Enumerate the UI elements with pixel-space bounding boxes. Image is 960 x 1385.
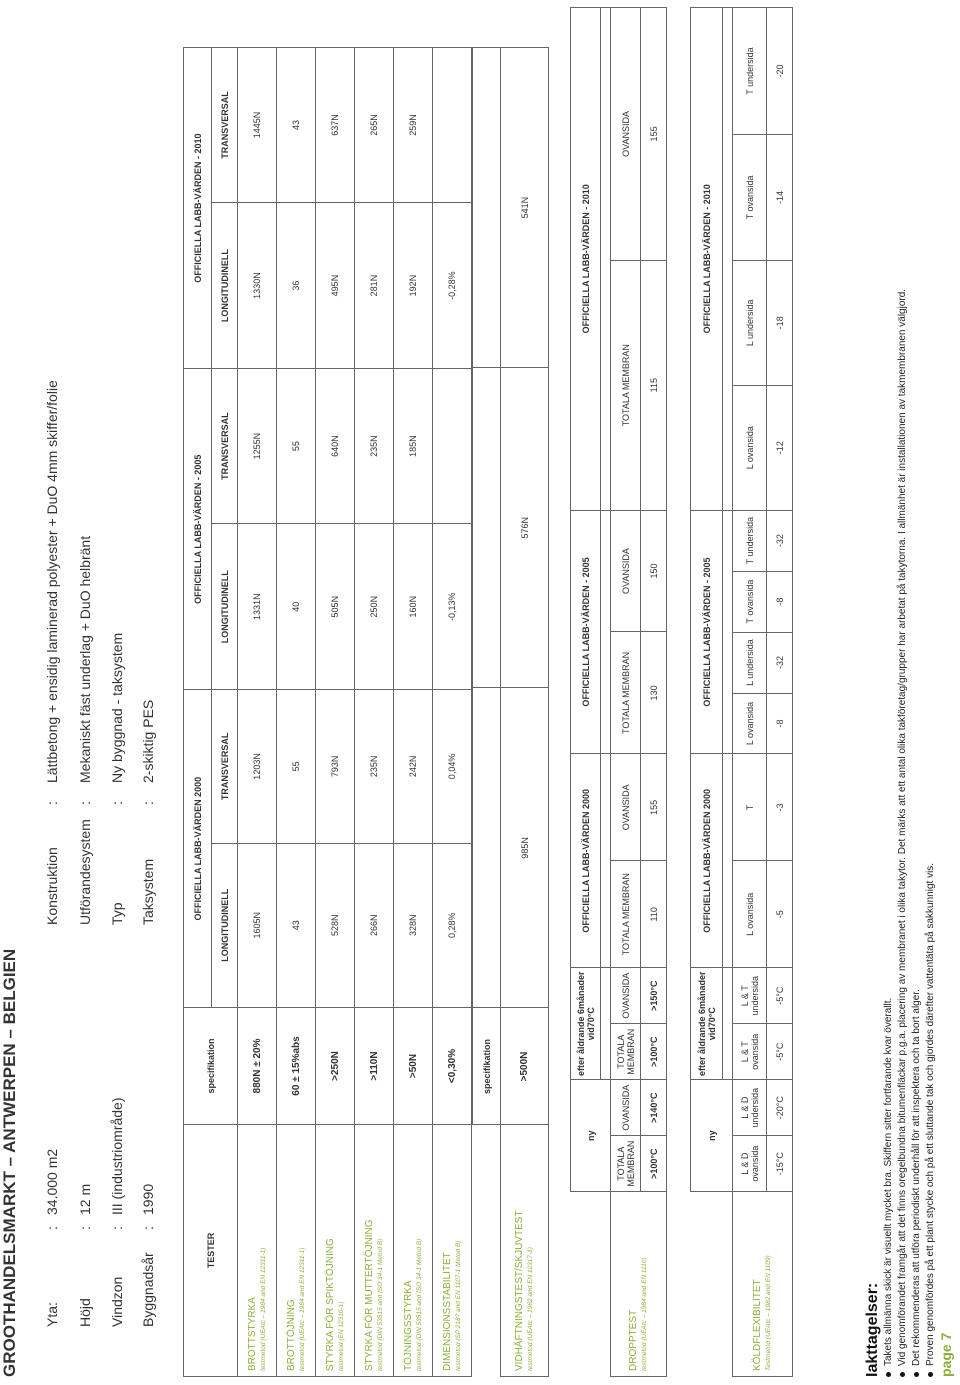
- value-cell: 43: [277, 843, 316, 1007]
- cold-table: [690, 7, 793, 1377]
- value-cell: -3: [767, 754, 793, 861]
- value-cell: 155: [641, 8, 667, 261]
- value-cell: >150°C: [641, 968, 667, 1024]
- info-label: Yta:: [44, 1302, 60, 1327]
- sub-header: L ovansida: [733, 861, 767, 968]
- table-row: [433, 48, 472, 1377]
- info-sep: :: [109, 801, 125, 805]
- test-name: STYRKA FÖR MUTTERTÖJNING: [363, 1219, 375, 1371]
- bullet-icon: [900, 1372, 905, 1377]
- spec-value: >500N: [501, 1008, 549, 1125]
- test-name: VIDHÄFTNINGSTEST/SKJUVTEST: [514, 1210, 525, 1371]
- test-name-cell: [355, 1125, 394, 1377]
- sub-header: L undersida: [733, 632, 767, 693]
- page-number: page 7: [938, 1332, 954, 1377]
- note-text: Vid genomförandet framgår att det finns oregelbundna bitumenfläckar p.g.a. placering av membranet i olika takytor. Det märks att ett antal olika takföretag/grupper har arbetat på takytorna. I allmänhet är installationen av takmembranen välgjord.: [897, 288, 908, 1366]
- value-cell: [433, 48, 472, 203]
- value-cell: 150: [641, 510, 667, 632]
- info-value: 2-skiktig PES: [140, 699, 156, 783]
- value-cell: -0,13%: [433, 524, 472, 690]
- table-row: [767, 8, 793, 1377]
- value-cell: -5°C: [767, 968, 793, 1024]
- info-value: Lättbetong + ensidig laminerad polyester + DuO 4mm skiffer/folie: [44, 380, 60, 783]
- sub-header: TRANSVERSAL: [212, 48, 238, 203]
- value-cell: 185N: [394, 369, 433, 524]
- sub-header: L & D ovansida: [733, 1136, 767, 1192]
- test-method: testmetod (DIN 53515 and ISO 34-1 Metod B): [415, 1238, 423, 1371]
- value-cell: -12: [767, 385, 793, 510]
- value-cell: 192N: [394, 202, 433, 368]
- test-method: testmetod (DIN 53515 and ISO 34-1 Metod B): [376, 1238, 384, 1371]
- value-cell: 235N: [355, 369, 394, 524]
- note-item: [883, 998, 894, 1377]
- sub-header: TOTALA MEMBRAN: [611, 632, 641, 754]
- sub-header: T: [733, 754, 767, 861]
- sub-header: TOTALA MEMBRAN: [611, 1136, 641, 1192]
- blank-cell: [473, 368, 501, 688]
- sub-header: LONGITUDINELL: [212, 202, 238, 368]
- group-header: OFFICIELLA LABB-VÄRDEN 2000: [184, 690, 212, 1008]
- value-cell: 1255N: [238, 369, 277, 524]
- value-cell: 576N: [501, 368, 549, 688]
- table-row: [501, 48, 549, 1377]
- table-row: [238, 48, 277, 1377]
- spec-value: >50N: [394, 1008, 433, 1125]
- sub-header: T undersida: [733, 8, 767, 135]
- sub-header: L undersida: [733, 260, 767, 385]
- value-cell: 793N: [316, 690, 355, 843]
- sub-header: OVANSIDA: [611, 754, 641, 861]
- value-cell: -20°C: [767, 1080, 793, 1136]
- page-title: GROOTHANDELSMARKT – ANTWERPEN – BELGIEN: [0, 948, 19, 1377]
- value-cell: 1605N: [238, 843, 277, 1007]
- sub-header: OVANSIDA: [611, 510, 641, 632]
- col-spec: specifikation: [184, 1008, 238, 1125]
- info-label: Byggnadsår: [140, 1252, 156, 1327]
- info-value: Mekaniskt fäst underlag + DuO helbränt: [77, 535, 93, 783]
- test-method: testmetod (EN 12310-1): [337, 1301, 345, 1371]
- value-cell: -5: [767, 861, 793, 968]
- value-cell: 1203N: [238, 690, 277, 843]
- test-method: testmetod (UEAtc – 1984 and EN 12311-1): [259, 1247, 267, 1371]
- value-cell: -0,28%: [433, 202, 472, 368]
- group-header: OFFICIELLA LABB-VÄRDEN - 2005: [691, 510, 723, 754]
- value-cell: 985N: [501, 688, 549, 1008]
- spec-value: 880N ± 20%: [238, 1008, 277, 1125]
- blank-cell: [601, 754, 611, 968]
- test-name: BROTTÖJNING: [285, 1299, 297, 1371]
- value-cell: 130: [641, 632, 667, 754]
- blank-cell: [601, 968, 611, 1080]
- test-name-cell: [394, 1125, 433, 1377]
- col-spec: specifikation: [473, 1008, 501, 1125]
- info-sep: :: [109, 1226, 125, 1230]
- value-cell: 495N: [316, 202, 355, 368]
- value-cell: 242N: [394, 690, 433, 843]
- sub-header: TOTALA MEMBRAN: [611, 861, 641, 968]
- sub-header: LONGITUDINELL: [212, 524, 238, 690]
- aged-header: efter åldrande 6månader vid70°C: [691, 968, 723, 1080]
- info-value: III (industriområde): [109, 1097, 125, 1215]
- blank-cell: [473, 48, 501, 368]
- note-text: Det rekommenderas att utföra periodiskt underhåll för att inspektera och ta bort alger.: [911, 989, 922, 1366]
- note-item: [897, 289, 908, 1377]
- value-cell: 110: [641, 861, 667, 968]
- bullet-icon: [886, 1372, 891, 1377]
- value-cell: >140°C: [641, 1080, 667, 1136]
- value-cell: 155: [641, 754, 667, 861]
- value-cell: -20: [767, 8, 793, 135]
- value-cell: -32: [767, 632, 793, 693]
- test-name-cell: [238, 1125, 277, 1377]
- spec-value: >250N: [316, 1008, 355, 1125]
- group-header: OFFICIELLA LABB-VÄRDEN - 2010: [691, 8, 723, 511]
- value-cell: 235N: [355, 690, 394, 843]
- sub-header: T ovansida: [733, 134, 767, 260]
- bullet-icon: [928, 1372, 933, 1377]
- value-cell: -14: [767, 134, 793, 260]
- value-cell: -5°C: [767, 1024, 793, 1080]
- sub-header: LONGITUDINELL: [212, 843, 238, 1007]
- info-value: Ny byggnad - taksystem: [109, 632, 125, 783]
- info-value: 1990: [140, 1183, 156, 1215]
- spec-value: <0,30%: [433, 1008, 472, 1125]
- spec-value: >110N: [355, 1008, 394, 1125]
- sub-header: L ovansida: [733, 693, 767, 754]
- info-value: 34.000 m2: [44, 1148, 60, 1215]
- test-name: BROTTSTYRKA: [246, 1297, 258, 1371]
- value-cell: -8: [767, 571, 793, 632]
- table-row: [316, 48, 355, 1377]
- test-name: KÖLDFLEXIBILITET: [752, 1279, 763, 1371]
- value-cell: 55: [277, 690, 316, 843]
- value-cell: 0,28%: [433, 843, 472, 1007]
- note-item: [911, 989, 922, 1377]
- test-name-cell: [316, 1125, 355, 1377]
- sub-header: L & T ovansida: [733, 1024, 767, 1080]
- test-name: DIMENSIONSSTABILITET: [441, 1252, 453, 1371]
- ny-header: ny: [571, 1080, 611, 1192]
- info-label: Taksystem: [140, 858, 156, 925]
- info-sep: :: [140, 801, 156, 805]
- blank-cell: [723, 8, 733, 511]
- test-name-cell: [733, 1192, 793, 1377]
- spec-value: 60 ± 15%abs: [277, 1008, 316, 1125]
- tests-table: [183, 47, 472, 1377]
- note-item: [925, 863, 936, 1377]
- blank-cell: [723, 510, 733, 754]
- test-method: Testmetod (UEAtc – 1982 and EN 1109): [765, 1255, 772, 1371]
- group-header: OFFICIELLA LABB-VÄRDEN - 2005: [184, 369, 212, 690]
- value-cell: 115: [641, 260, 667, 510]
- col-tester: TESTER: [184, 1125, 238, 1377]
- drip-table: [570, 7, 667, 1377]
- group-header: OFFICIELLA LABB-VÄRDEN - 2010: [184, 48, 212, 369]
- value-cell: -8: [767, 693, 793, 754]
- value-cell: 265N: [355, 48, 394, 203]
- info-sep: :: [77, 801, 93, 805]
- value-cell: 40: [277, 524, 316, 690]
- blank-cell: [571, 1192, 611, 1377]
- test-method: testmetod (UEAtc – 1984 and EN 12311-1): [298, 1247, 306, 1371]
- group-header: OFFICIELLA LABB-VÄRDEN 2000: [571, 754, 601, 968]
- value-cell: 1331N: [238, 524, 277, 690]
- value-cell: 637N: [316, 48, 355, 203]
- blank-cell: [723, 968, 733, 1080]
- value-cell: 259N: [394, 48, 433, 203]
- blank-cell: [723, 754, 733, 968]
- blank-cell: [601, 510, 611, 754]
- sub-header: TOTALA MEMBRAN: [611, 260, 641, 510]
- blank-cell: [473, 1125, 501, 1377]
- sub-header: TOTALA MEMBRAN: [611, 1024, 641, 1080]
- value-cell: 328N: [394, 843, 433, 1007]
- aged-header: efter åldrande 6månader vid70°C: [571, 968, 601, 1080]
- value-cell: >100°C: [641, 1136, 667, 1192]
- info-label: Typ: [109, 902, 125, 925]
- test-method: testmetod (SP 218? and EN 1107-1 Metod B): [454, 1240, 462, 1371]
- value-cell: 43: [277, 48, 316, 203]
- info-label: Konstruktion: [44, 847, 60, 925]
- test-name: STYRKA FÖR SPIKTÖJNING: [324, 1238, 336, 1371]
- value-cell: 250N: [355, 524, 394, 690]
- value-cell: 541N: [501, 48, 549, 368]
- blank-cell: [601, 8, 611, 511]
- value-cell: [433, 369, 472, 524]
- info-label: Höjd: [77, 1298, 93, 1327]
- sub-header: TRANSVERSAL: [212, 690, 238, 843]
- test-method: testmetod (UEAtc – 1984 and EN 1110): [641, 1257, 648, 1371]
- info-sep: :: [44, 801, 60, 805]
- info-sep: :: [77, 1226, 93, 1230]
- table-row: [641, 8, 667, 1377]
- adhesion-table: [472, 47, 549, 1377]
- value-cell: -18: [767, 260, 793, 385]
- table-row: [277, 48, 316, 1377]
- group-header: OFFICIELLA LABB-VÄRDEN 2000: [691, 754, 723, 968]
- blank-cell: [691, 1192, 733, 1377]
- blank-cell: [473, 688, 501, 1008]
- value-cell: 1445N: [238, 48, 277, 203]
- value-cell: 55: [277, 369, 316, 524]
- info-sep: :: [44, 1226, 60, 1230]
- notes-heading: Iakttagelser:: [864, 1282, 881, 1377]
- table-row: [394, 48, 433, 1377]
- value-cell: >100°C: [641, 1024, 667, 1080]
- value-cell: 505N: [316, 524, 355, 690]
- test-name-cell: [277, 1125, 316, 1377]
- bullet-icon: [914, 1372, 919, 1377]
- test-name-cell: [501, 1125, 549, 1377]
- info-value: 12 m: [77, 1183, 93, 1215]
- sub-header: L & T undersida: [733, 968, 767, 1024]
- info-label: Utförandesystem: [77, 819, 93, 925]
- value-cell: 36: [277, 202, 316, 368]
- table-row: [355, 48, 394, 1377]
- sub-header: L ovansida: [733, 385, 767, 510]
- group-header: OFFICIELLA LABB-VÄRDEN - 2005: [571, 510, 601, 754]
- value-cell: 1330N: [238, 202, 277, 368]
- ny-header: ny: [691, 1080, 733, 1192]
- sub-header: L & D undersida: [733, 1080, 767, 1136]
- info-label: Vindzon: [109, 1276, 125, 1327]
- value-cell: 281N: [355, 202, 394, 368]
- value-cell: 640N: [316, 369, 355, 524]
- sub-header: OVANSIDA: [611, 968, 641, 1024]
- value-cell: -32: [767, 510, 793, 571]
- sub-header: TRANSVERSAL: [212, 369, 238, 524]
- sub-header: T undersida: [733, 510, 767, 571]
- note-text: Proven genomfördes på ett plant stycke och på ett sluttande tak och gjordes därefter vattentäta på sakkunnigt vis.: [925, 862, 936, 1366]
- value-cell: 266N: [355, 843, 394, 1007]
- test-name: TÖJNINGSSTYRKA: [402, 1280, 414, 1371]
- note-text: Takets allmänna skick är visuellt mycket bra. Skiffern sitter fortfarande kvar överallt.: [883, 997, 894, 1366]
- sub-header: OVANSIDA: [611, 8, 641, 261]
- value-cell: 160N: [394, 524, 433, 690]
- value-cell: -15°C: [767, 1136, 793, 1192]
- value-cell: 528N: [316, 843, 355, 1007]
- value-cell: 0,04%: [433, 690, 472, 843]
- test-name: DROPPTEST: [628, 1309, 639, 1371]
- group-header: OFFICIELLA LABB-VÄRDEN - 2010: [571, 8, 601, 511]
- sub-header: OVANSIDA: [611, 1080, 641, 1136]
- test-name-cell: [433, 1125, 472, 1377]
- test-name-cell: [611, 1192, 667, 1377]
- test-method: testmetod (UEAtc – 1982 and EN 12317-1): [527, 1247, 534, 1371]
- sub-header: T ovansida: [733, 571, 767, 632]
- info-sep: :: [140, 1226, 156, 1230]
